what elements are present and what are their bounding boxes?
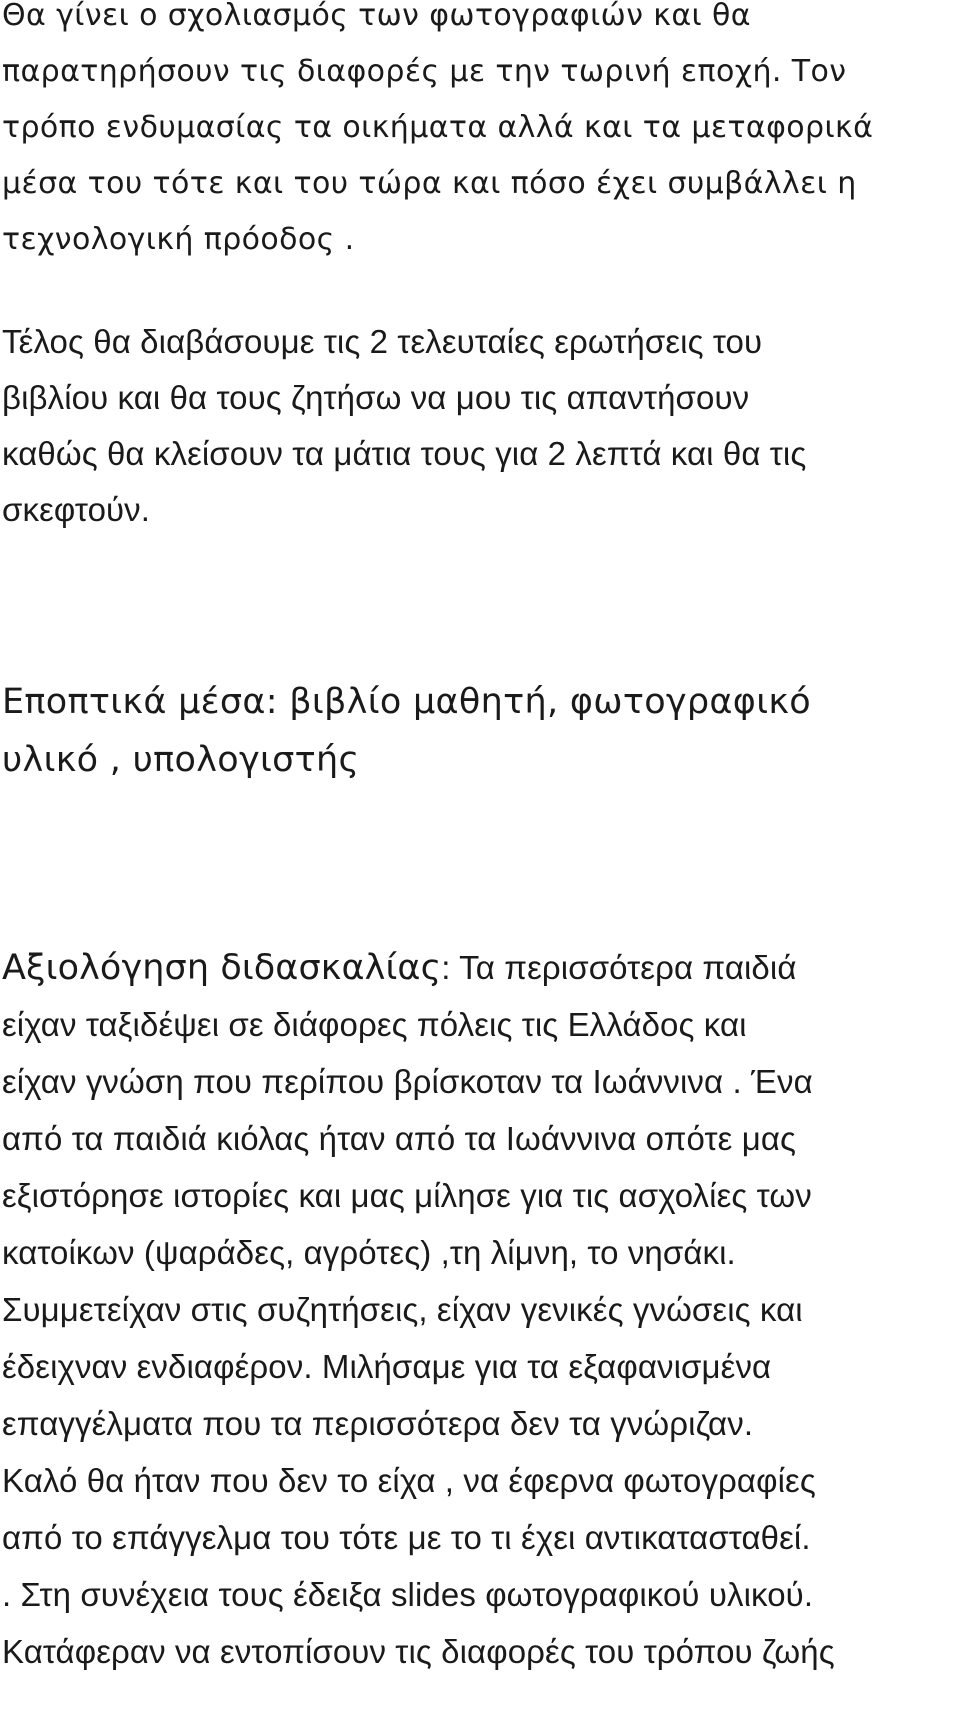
- text-line: από τα παιδιά κιόλας ήταν από τα Ιωάννινα οπότε μας: [2, 1120, 797, 1157]
- text-line: εξιστόρησε ιστορίες και μας μίλησε για τις ασχολίες των: [2, 1177, 812, 1214]
- text-line: καθώς θα κλείσουν τα μάτια τους για 2 λεπτά και θα τις: [2, 435, 807, 472]
- text-line: έδειχναν ενδιαφέρον. Μιλήσαμε για τα εξαφανισμένα: [2, 1348, 772, 1385]
- text-line: παρατηρήσουν τις διαφορές με την τωρινή εποχή. Τον: [2, 54, 847, 89]
- text-line: επαγγέλματα που τα περισσότερα δεν τα γνώριζαν.: [2, 1405, 754, 1442]
- text-line: Εποπτικά μέσα: βιβλίο μαθητή, φωτογραφικό: [2, 682, 811, 722]
- text-line: είχαν ταξιδέψει σε διάφορες πόλεις τις Ελλάδος και: [2, 1006, 747, 1043]
- text-line: Θα γίνει ο σχολιασμός των φωτογραφιών και θα: [2, 0, 751, 33]
- evaluation-heading: Αξιολόγηση διδασκαλίας: [2, 948, 442, 988]
- text-line: σκεφτούν.: [2, 491, 151, 528]
- text-line: Τέλος θα διαβάσουμε τις 2 τελευταίες ερωτήσεις του: [2, 323, 763, 360]
- text-line: είχαν γνώση που περίπου βρίσκοταν τα Ιωάννινα . Ένα: [2, 1063, 813, 1100]
- text-line: Κατάφεραν να εντοπίσουν τις διαφορές του τρόπου ζωής: [2, 1633, 835, 1670]
- evaluation-heading-rest: : Τα περισσότερα παιδιά: [441, 949, 797, 986]
- text-line: από το επάγγελμα του τότε με το τι έχει αντικατασταθεί.: [2, 1519, 811, 1556]
- text-line: βιβλίου και θα τους ζητήσω να μου τις απαντήσουν: [2, 379, 750, 416]
- text-line: τεχνολογική πρόοδος .: [2, 222, 355, 257]
- text-line: μέσα του τότε και του τώρα και πόσο έχει συμβάλλει η: [2, 166, 857, 201]
- text-line: υλικό , υπολογιστής: [2, 740, 360, 780]
- text-line: Συμμετείχαν στις συζητήσεις, είχαν γενικές γνώσεις και: [2, 1291, 803, 1328]
- text-line: [2, 948, 797, 988]
- text-line: . Στη συνέχεια τους έδειξα slides φωτογραφικού υλικού.: [2, 1576, 814, 1613]
- text-line: τρόπο ενδυμασίας τα οικήματα αλλά και τα μεταφορικά: [2, 110, 874, 145]
- text-line: Καλό θα ήταν που δεν το είχα , να έφερνα φωτογραφίες: [2, 1462, 816, 1499]
- text-line: κατοίκων (ψαράδες, αγρότες) ,τη λίμνη, το νησάκι.: [2, 1234, 736, 1271]
